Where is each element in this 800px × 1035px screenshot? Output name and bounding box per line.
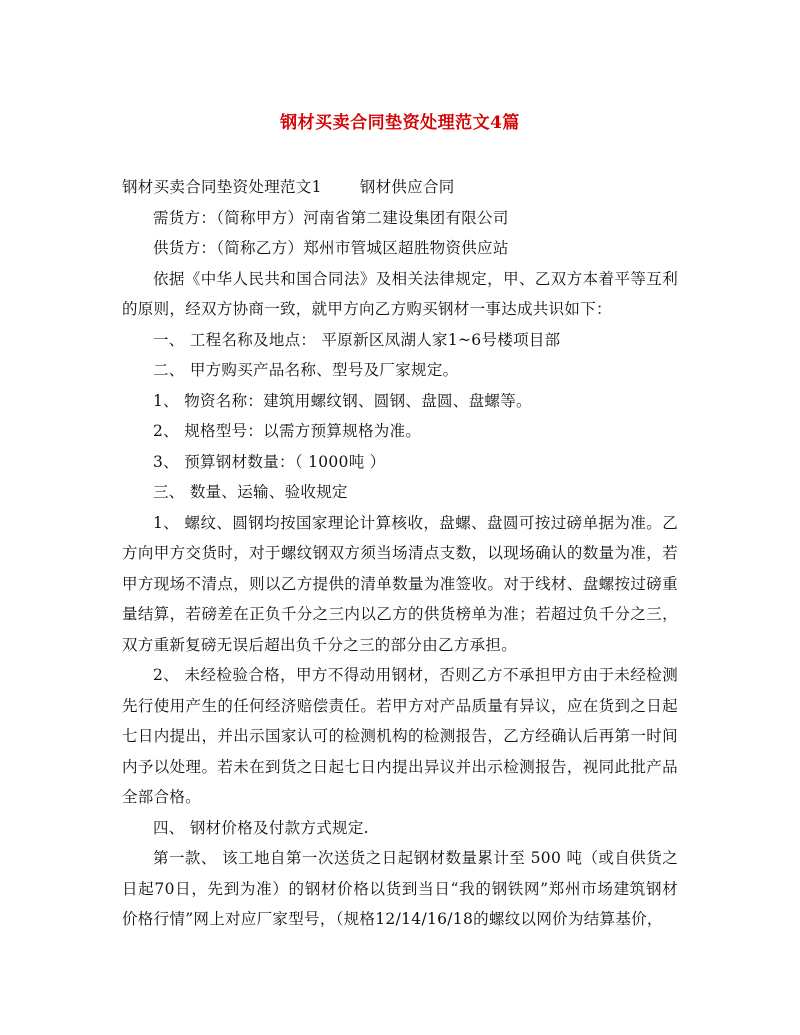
section-heading-right: 钢材供应合同 [359, 178, 455, 196]
document-body [122, 172, 678, 935]
paragraph-price-clause-1: 第一款、 该工地自第一次送货之日起钢材数量累计至 500 吨（或自供货之日起70日，先到为准）的钢材价格以货到当日“我的钢铁网”郑州市场建筑钢材价格行情”网上对应厂家型号，（规格12/14/16/18的螺纹以网价为结算基价， [122, 849, 678, 928]
section-heading-left: 钢材买卖合同垫资处理范文1 [122, 178, 322, 196]
document-title: 钢材买卖合同垫资处理范文4篇 [280, 113, 520, 133]
paragraph-acceptance-1: 1、 螺纹、圆钢均按国家理论计算核收，盘螺、盘圆可按过磅单据为准。乙方向甲方交货时，对于螺纹钢双方须当场清点支数，以现场确认的数量为准，若甲方现场不清点，则以乙方提供的清单数量为准签收。对于线材、盘螺按过磅重量结算，若磅差在正负千分之三内以乙方的供货榜单为准；若超过负千分之三，双方重新复磅无误后超出负千分之三的部分由乙方承担。 [122, 513, 678, 654]
paragraph-quantity: 3、 预算钢材数量：（ 1000吨 ） [153, 452, 386, 471]
paragraph-spec: 2、 规格型号：以需方预算规格为准。 [153, 422, 422, 440]
paragraph-price-heading: 四、 钢材价格及付款方式规定. [153, 818, 369, 837]
paragraph-acceptance-heading: 三、 数量、运输、验收规定 [153, 483, 348, 501]
paragraph-acceptance-2: 2、 未经检验合格，甲方不得动用钢材，否则乙方不承担甲方由于未经检测先行使用产生的任何经济赔偿责任。若甲方对产品质量有异议，应在货到之日起七日内提出，并出示国家认可的检测机构的检测报告，乙方经确认后再第一时间内予以处理。若未在到货之日起七日内提出异议并出示检测报告，视同此批产品全部合格。 [122, 666, 678, 806]
paragraph-purchase: 二、 甲方购买产品名称、型号及厂家规定。 [153, 361, 459, 379]
paragraph-buyer: 需货方：（简称甲方）河南省第二建设集团有限公司 [153, 208, 509, 227]
paragraph-supplier: 供货方：（简称乙方）郑州市管城区超胜物资供应站 [153, 239, 509, 257]
paragraph-project: 一、 工程名称及地点： 平原新区凤湖人家1~6号楼项目部 [153, 330, 561, 349]
section-heading [122, 172, 678, 203]
paragraph-material-name: 1、 物资名称：建筑用螺纹钢、圆钢、盘圆、盘螺等。 [153, 391, 532, 410]
paragraph-basis: 依据《中华人民共和国合同法》及相关法律规定，甲、乙双方本着平等互利的原则，经双方协商一致，就甲方向乙方购买钢材一事达成共识如下： [122, 269, 678, 318]
